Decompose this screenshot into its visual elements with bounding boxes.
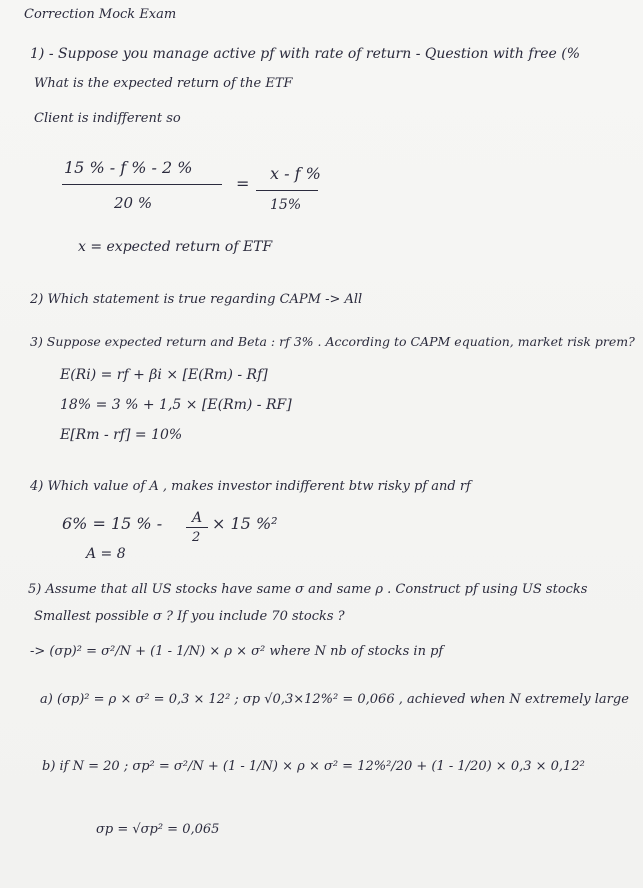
page-title: Correction Mock Exam [24,7,177,22]
q3-line-2: E(Ri) = rf + βi × [E(Rm) - Rf] [60,367,268,383]
q3-line-1: 3) Suppose expected return and Beta : rf 3% . According to CAPM equation, market risk prem? [30,334,635,349]
q1-fraction-right-numerator: x - f % [270,164,321,183]
q2-line-1: 2) Which statement is true regarding CAPM -> All [30,292,363,307]
q4-fraction-denominator: 2 [192,530,201,545]
q3-line-3: 18% = 3 % + 1,5 × [E(Rm) - RF] [60,397,292,413]
q1-fraction-left-numerator: 15 % - f % - 2 % [64,158,193,177]
q4-equation-left: 6% = 15 % - [62,514,163,533]
q1-fraction-left-bar [62,184,222,185]
q1-definition: x = expected return of ETF [78,239,273,255]
q5-line-3: -> (σp)² = σ²/N + (1 - 1/N) × ρ × σ² where N nb of stocks in pf [30,644,444,659]
q1-line-3: Client is indifferent so [34,111,181,126]
q3-line-4: E[Rm - rf] = 10% [60,427,183,443]
q5-line-5: b) if N = 20 ; σp² = σ²/N + (1 - 1/N) × ρ × σ² = 12%²/20 + (1 - 1/20) × 0,3 × 0,12² [42,759,585,774]
q5-line-1: 5) Assume that all US stocks have same σ and same ρ . Construct pf using US stocks [28,582,588,597]
q4-line-1: 4) Which value of A , makes investor indifferent btw risky pf and rf [30,479,471,494]
q1-line-1: 1) - Suppose you manage active pf with rate of return - Question with free (% [30,46,581,62]
q1-fraction-left-denominator: 20 % [114,194,153,212]
q4-fraction-numerator: A [192,510,203,526]
q5-line-2: Smallest possible σ ? If you include 70 stocks ? [34,609,345,624]
q4-equation-right: × 15 %² [212,514,278,533]
q5-line-4: a) (σp)² = ρ × σ² = 0,3 × 12² ; σp √0,3×12%² = 0,066 , achieved when N extremely large [40,692,629,707]
q4-fraction-bar [186,527,208,528]
q5-line-6: σp = √σp² = 0,065 [96,822,220,837]
q1-line-2: What is the expected return of the ETF [34,76,293,91]
q1-equals: = [236,174,250,193]
q1-fraction-right-denominator: 15% [270,197,302,213]
q1-fraction-right-bar [256,190,318,191]
q4-result: A = 8 [86,546,126,562]
